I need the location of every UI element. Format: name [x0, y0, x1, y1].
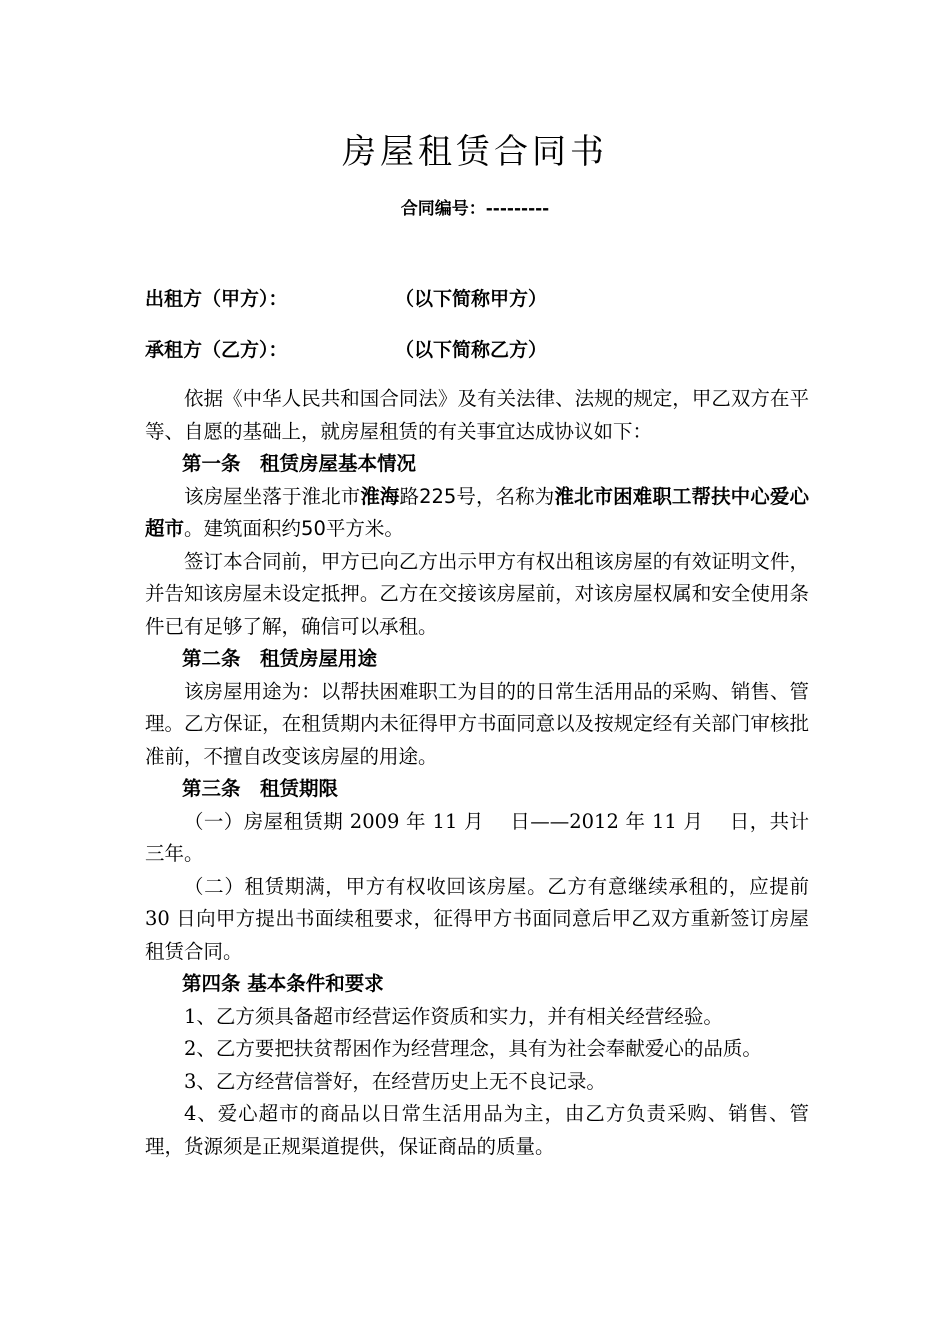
- article-3-heading: 第三条 租赁期限: [182, 777, 339, 800]
- article-4-heading: 第四条 基本条件和要求: [182, 972, 384, 995]
- article-4-item-1: 1、乙方须具备超市经营运作资质和实力，并有相关经营经验。: [184, 1004, 723, 1028]
- article-4-item-2: 2、乙方要把扶贫帮困作为经营理念，具有为社会奉献爱心的品质。: [184, 1037, 762, 1060]
- contract-number: 合同编号：---------: [400, 199, 550, 219]
- article-4-item-3: 3、乙方经营信誉好，在经营历史上无不良记录。: [184, 1069, 606, 1093]
- lessee-alias: （以下简称乙方）: [395, 339, 548, 361]
- floor-area: 50: [301, 517, 326, 540]
- article-2-paragraph-1: 该房屋用途为：以帮扶困难职工为目的的日常生活用品的采购、销售、管理。乙方保证，在租赁期内未征得甲方书面同意以及按规定经有关部门审核批准前，不擅自改变该房屋的用途。: [145, 679, 809, 768]
- article-3-paragraph-2: （二）租赁期满，甲方有权收回该房屋。乙方有意继续承租的，应提前 30 日向甲方提出书面续租要求，征得甲方书面同意后甲乙双方重新签订房屋租赁合同。: [145, 874, 809, 963]
- lessor-alias: （以下简称甲方）: [395, 288, 548, 310]
- text-segment: 路: [399, 484, 420, 508]
- article-1-paragraph-1: [145, 481, 809, 546]
- article-1-heading: 第一条 租赁房屋基本情况: [182, 452, 417, 475]
- lessor-line: [145, 284, 548, 314]
- article-4-item-4: 4、爱心超市的商品以日常生活用品为主，由乙方负责采购、销售、管理，货源须是正规渠道提供，保证商品的质量。: [145, 1102, 809, 1158]
- text-segment: 。建筑面积约: [184, 517, 302, 540]
- premises-name: 淮北市困难职工帮扶中心爱心超市: [145, 484, 809, 540]
- document-title: 房屋租赁合同书: [342, 132, 608, 172]
- intro-paragraph: 依据《中华人民共和国合同法》及有关法律、法规的规定，甲乙双方在平等、自愿的基础上，就房屋租赁的有关事宜达成协议如下：: [145, 387, 809, 443]
- road-name: 淮海: [360, 484, 400, 508]
- lessee-label: 承租方（乙方）：: [145, 339, 288, 361]
- contract-body: [145, 383, 809, 1163]
- text-segment: 号，名称为: [456, 484, 555, 508]
- text-segment: 平方米。: [325, 517, 404, 540]
- article-1-paragraph-2: 签订本合同前，甲方已向乙方出示甲方有权出租该房屋的有效证明文件，并告知该房屋未设定抵押。乙方在交接该房屋前，对该房屋权属和安全使用条件已有足够了解，确信可以承租。: [145, 549, 809, 638]
- article-3-paragraph-1: （一）房屋租赁期 2009 年 11 月 日——2012 年 11 月 日，共计三年。: [145, 809, 809, 865]
- house-number: 225: [419, 484, 457, 508]
- text-segment: 该房屋坐落于淮北市: [184, 484, 361, 508]
- article-2-heading: 第二条 租赁房屋用途: [182, 647, 378, 670]
- lessor-label: 出租方（甲方）：: [145, 288, 288, 310]
- lessee-line: [145, 335, 548, 365]
